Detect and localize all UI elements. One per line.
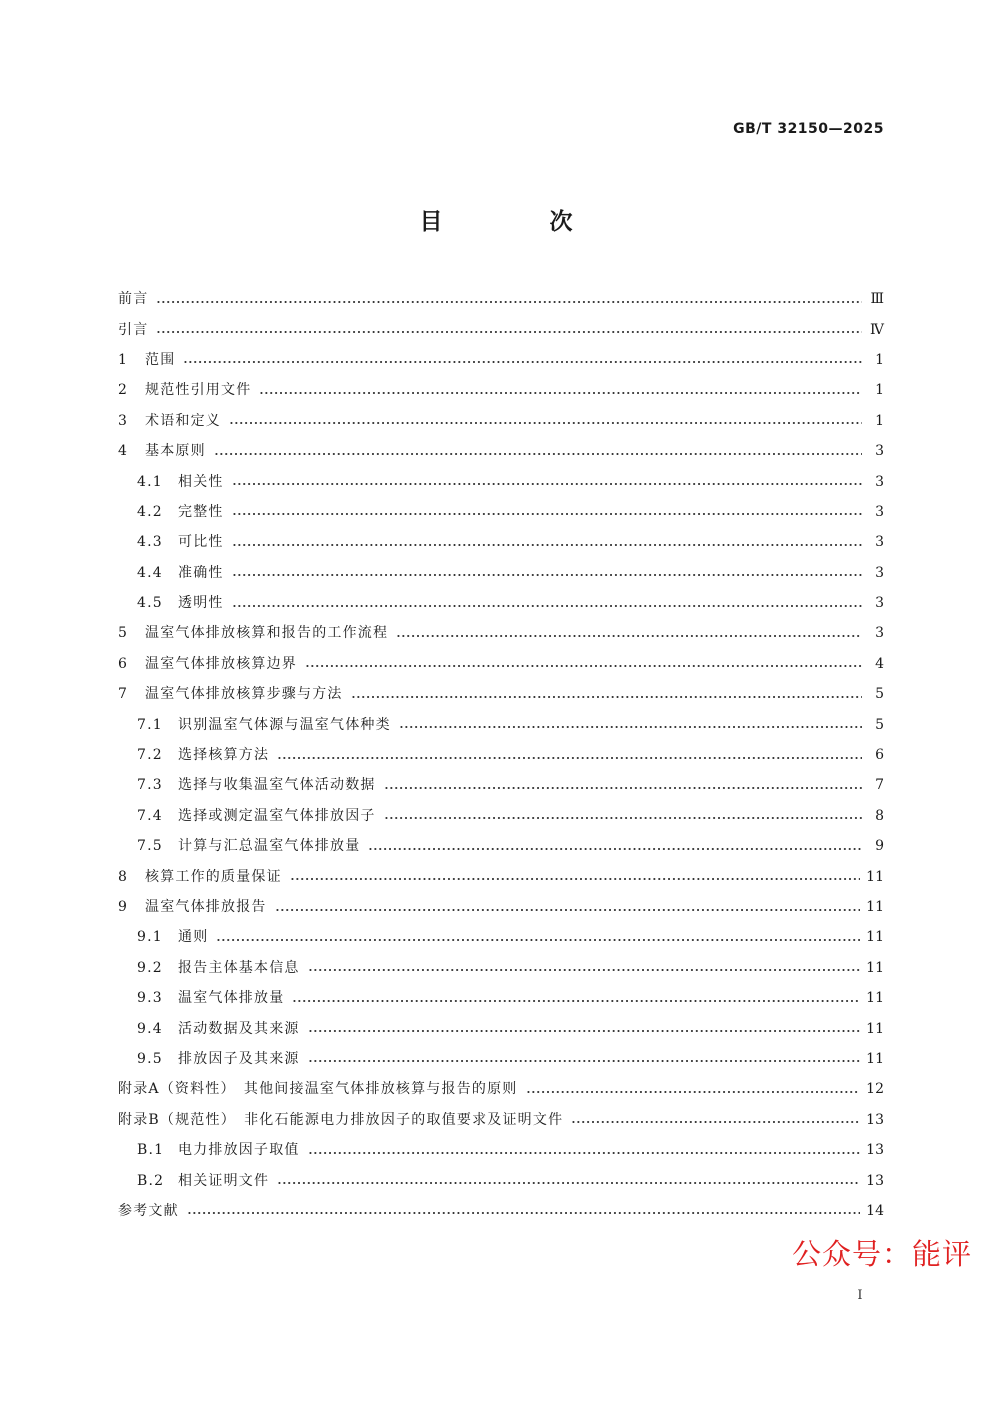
- toc-entry-page: 11: [866, 1050, 884, 1067]
- toc-dot-leader: [259, 392, 862, 394]
- toc-dot-leader: [308, 1152, 861, 1154]
- page-number: Ⅰ: [857, 1288, 863, 1303]
- toc-title: 目 次: [419, 209, 615, 235]
- toc-entry-number: 9.3: [137, 990, 163, 1007]
- toc-entry[interactable]: [118, 1165, 884, 1195]
- toc-entry[interactable]: [118, 1196, 884, 1226]
- toc-entry-page: 3: [875, 595, 884, 612]
- toc-entry-title: 通则: [178, 929, 209, 946]
- toc-entry-number: 4.2: [137, 503, 163, 520]
- toc-entry[interactable]: [118, 1044, 884, 1074]
- toc-dot-leader: [384, 787, 862, 789]
- toc-entry[interactable]: [118, 1013, 884, 1043]
- toc-dot-leader: [292, 1000, 860, 1002]
- toc-entry[interactable]: [118, 314, 884, 344]
- toc-entry-page: 13: [866, 1172, 884, 1189]
- toc-entry-title: 可比性: [178, 534, 224, 551]
- toc-entry-title: 相关性: [178, 473, 224, 490]
- toc-entry-title: 附录B（规范性） 非化石能源电力排放因子的取值要求及证明文件: [118, 1111, 564, 1128]
- toc-entry-title: 活动数据及其来源: [178, 1020, 300, 1037]
- toc-entry-title: 引言: [118, 321, 149, 338]
- toc-dot-leader: [277, 757, 862, 759]
- toc-entry[interactable]: [118, 345, 884, 375]
- toc-entry[interactable]: [118, 1105, 884, 1135]
- toc-dot-leader: [351, 696, 862, 698]
- toc-entry-title: 准确性: [178, 564, 224, 581]
- toc-entry-title: 范围: [145, 351, 176, 368]
- toc-entry-number: 4.3: [137, 534, 163, 551]
- toc-entry-page: 3: [875, 473, 884, 490]
- toc-dot-leader: [396, 635, 862, 637]
- toc-entry-title: 报告主体基本信息: [178, 959, 300, 976]
- toc-entry[interactable]: [118, 861, 884, 891]
- toc-entry-number: B.2: [137, 1172, 165, 1189]
- toc-entry-page: 5: [875, 686, 884, 703]
- toc-entry-page: 11: [866, 868, 884, 885]
- toc-entry-number: 2: [118, 382, 129, 399]
- toc-entry-page: 12: [866, 1081, 884, 1098]
- toc-entry-title: 识别温室气体源与温室气体种类: [178, 716, 391, 733]
- toc-entry-title: 规范性引用文件: [145, 382, 252, 399]
- toc-entry-page: 1: [875, 351, 884, 368]
- toc-entry[interactable]: [118, 1074, 884, 1104]
- toc-dot-leader: [275, 909, 861, 911]
- toc-entry[interactable]: [118, 284, 884, 314]
- watermark-text: 公众号：能评: [792, 1237, 973, 1271]
- toc-entry-title: 完整性: [178, 503, 224, 520]
- toc-entry-number: 7.3: [137, 777, 163, 794]
- toc-entry[interactable]: [118, 558, 884, 588]
- toc-entry-title: 透明性: [178, 595, 224, 612]
- toc-entry-title: 前言: [118, 291, 149, 308]
- toc-entry-title: 温室气体排放报告: [145, 899, 267, 915]
- toc-dot-leader: [232, 605, 862, 607]
- toc-entry[interactable]: [118, 892, 884, 922]
- toc-entry-number: 3: [118, 412, 129, 429]
- toc-dot-leader: [571, 1121, 860, 1123]
- toc-dot-leader: [232, 544, 862, 546]
- toc-dot-leader: [308, 1030, 861, 1032]
- toc-entry-number: 7.2: [137, 747, 163, 764]
- toc-entry[interactable]: [118, 983, 884, 1013]
- toc-entry-number: 8: [118, 868, 129, 885]
- toc-dot-leader: [290, 878, 860, 880]
- toc-entry[interactable]: [118, 466, 884, 496]
- toc-entry[interactable]: [118, 801, 884, 831]
- toc-entry-page: 3: [875, 564, 884, 581]
- toc-entry-page: 9: [875, 838, 884, 855]
- toc-entry-number: 9.5: [137, 1050, 163, 1067]
- toc-entry-number: 4.1: [137, 473, 163, 490]
- toc-entry-title: 术语和定义: [145, 412, 221, 429]
- toc-entry-title: 温室气体排放核算边界: [145, 655, 297, 672]
- toc-entry-title: 温室气体排放核算和报告的工作流程: [145, 625, 389, 642]
- toc-entry[interactable]: [118, 436, 884, 466]
- toc-entry-page: 14: [866, 1202, 884, 1219]
- toc-dot-leader: [187, 1212, 860, 1214]
- toc-entry-number: 7.5: [137, 838, 163, 855]
- toc-dot-leader: [229, 422, 862, 424]
- toc-entry[interactable]: [118, 831, 884, 861]
- toc-dot-leader: [156, 301, 862, 303]
- toc-entry-page: 4: [875, 655, 884, 672]
- standard-code: GB/T 32150—2025: [733, 121, 884, 137]
- toc-entry-title: 选择或测定温室气体排放因子: [178, 807, 376, 824]
- toc-entry-page: 7: [875, 777, 884, 794]
- toc-entry[interactable]: [118, 1135, 884, 1165]
- toc-entry-page: 6: [875, 747, 884, 764]
- toc-entry[interactable]: [118, 953, 884, 983]
- toc-entry-number: 9.2: [137, 959, 163, 976]
- toc-entry-number: 7.1: [137, 716, 163, 733]
- toc-entry-number: 7.4: [137, 807, 163, 824]
- toc-entry-page: 5: [875, 716, 884, 733]
- toc-entry-title: 附录A（资料性） 其他间接温室气体排放核算与报告的原则: [118, 1081, 518, 1098]
- toc-dot-leader: [214, 453, 862, 455]
- toc-entry-page: Ⅳ: [870, 321, 884, 338]
- toc-entry-title: 核算工作的质量保证: [145, 868, 282, 885]
- toc-entry-page: 1: [875, 382, 884, 399]
- toc-entry-title: 基本原则: [145, 443, 206, 460]
- toc-entry-title: 排放因子及其来源: [178, 1050, 300, 1067]
- toc-entry-page: 11: [866, 959, 884, 976]
- toc-entry-page: 3: [875, 503, 884, 520]
- toc-entry-page: 11: [866, 1020, 884, 1037]
- toc-entry[interactable]: [118, 649, 884, 679]
- toc-entry-number: 1: [118, 351, 129, 368]
- toc-dot-leader: [308, 1060, 861, 1062]
- table-of-contents: [118, 284, 884, 1226]
- toc-entry-page: 3: [875, 625, 884, 642]
- toc-dot-leader: [526, 1091, 861, 1093]
- toc-entry[interactable]: [118, 406, 884, 436]
- toc-dot-leader: [277, 1182, 860, 1184]
- toc-entry-title: 温室气体排放量: [178, 990, 285, 1007]
- toc-entry-page: 8: [875, 807, 884, 824]
- toc-entry-title: 相关证明文件: [178, 1172, 270, 1189]
- toc-entry-number: 9.4: [137, 1020, 163, 1037]
- toc-entry-title: 电力排放因子取值: [178, 1142, 300, 1159]
- toc-entry-number: B.1: [137, 1142, 165, 1159]
- toc-entry[interactable]: [118, 922, 884, 952]
- toc-dot-leader: [156, 331, 862, 333]
- toc-entry-title: 温室气体排放核算步骤与方法: [145, 686, 343, 703]
- toc-dot-leader: [308, 969, 861, 971]
- toc-entry[interactable]: [118, 527, 884, 557]
- toc-dot-leader: [399, 726, 862, 728]
- toc-entry-page: 11: [866, 990, 884, 1007]
- toc-dot-leader: [232, 574, 862, 576]
- toc-entry-title: 选择与收集温室气体活动数据: [178, 777, 376, 794]
- toc-entry[interactable]: [118, 618, 884, 648]
- toc-entry-page: Ⅲ: [870, 291, 884, 308]
- toc-entry-page: 3: [875, 443, 884, 460]
- toc-entry-page: 1: [875, 412, 884, 429]
- toc-dot-leader: [305, 665, 862, 667]
- toc-entry-number: 6: [118, 655, 129, 672]
- toc-dot-leader: [216, 939, 860, 941]
- toc-dot-leader: [232, 483, 862, 485]
- toc-entry-number: 9.1: [137, 929, 163, 946]
- toc-entry[interactable]: [118, 770, 884, 800]
- toc-entry-title: 选择核算方法: [178, 747, 270, 764]
- toc-dot-leader: [183, 361, 862, 363]
- toc-entry-number: 4: [118, 443, 129, 460]
- toc-entry-number: 9: [118, 899, 129, 915]
- toc-dot-leader: [384, 817, 862, 819]
- toc-entry[interactable]: [118, 709, 884, 739]
- toc-entry[interactable]: [118, 740, 884, 770]
- toc-entry-page: 11: [866, 929, 884, 946]
- toc-entry-title: 参考文献: [118, 1202, 179, 1219]
- toc-entry-number: 4.5: [137, 595, 163, 612]
- toc-entry[interactable]: [118, 588, 884, 618]
- toc-entry[interactable]: [118, 497, 884, 527]
- toc-entry-page: 11: [866, 899, 884, 915]
- toc-dot-leader: [232, 513, 862, 515]
- toc-entry-title: 计算与汇总温室气体排放量: [178, 838, 361, 855]
- toc-entry-page: 13: [866, 1111, 884, 1128]
- toc-dot-leader: [368, 848, 862, 850]
- toc-entry-page: 3: [875, 534, 884, 551]
- toc-entry[interactable]: [118, 375, 884, 405]
- toc-entry-number: 4.4: [137, 564, 163, 581]
- toc-entry-page: 13: [866, 1142, 884, 1159]
- toc-entry-number: 5: [118, 625, 129, 642]
- toc-entry-number: 7: [118, 686, 129, 703]
- toc-entry[interactable]: [118, 679, 884, 709]
